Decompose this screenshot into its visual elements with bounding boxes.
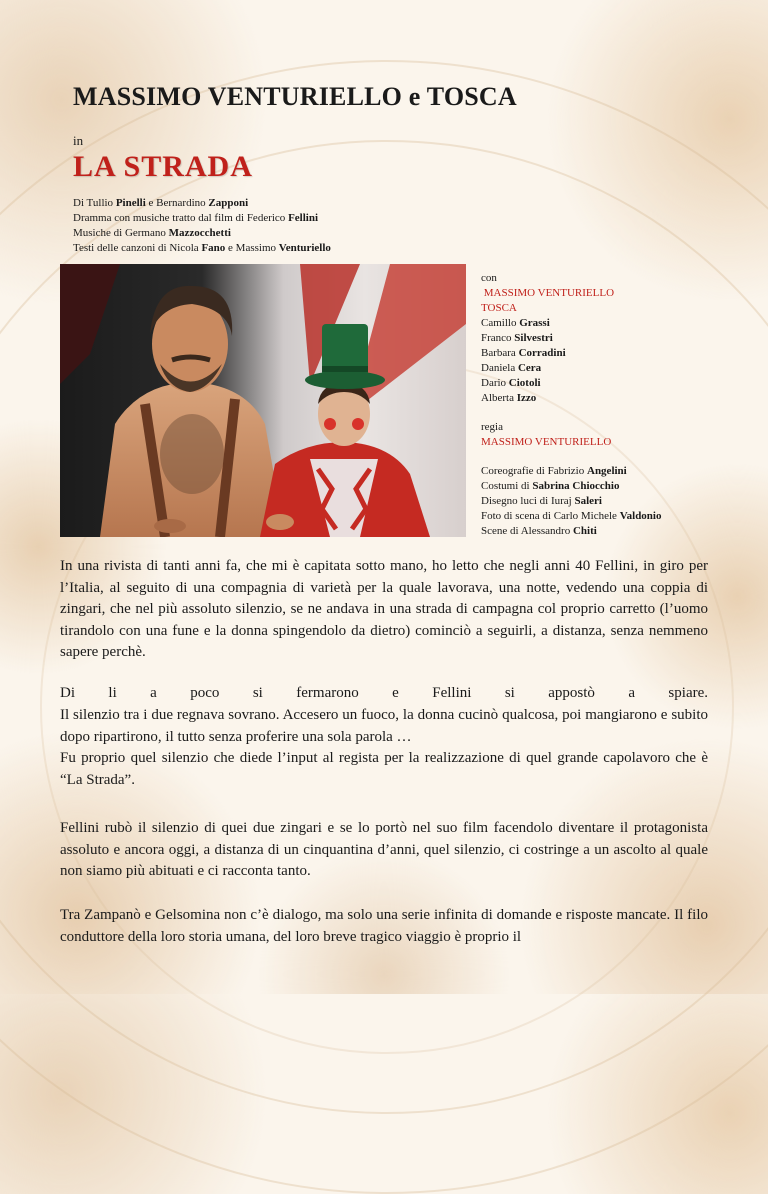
- crew-line: Costumi di Sabrina Chiocchio: [481, 480, 620, 492]
- lead-actor: MASSIMO VENTURIELLO: [481, 287, 615, 299]
- credit-line: Di Tullio Pinelli e Bernardino Zapponi: [73, 197, 249, 209]
- lead-actor: TOSCA: [481, 302, 517, 314]
- credit-line: Musiche di Germano Mazzocchetti: [73, 227, 231, 239]
- in-label: in: [73, 133, 84, 148]
- credit-line: Testi delle canzoni di Nicola Fano e Massimo Venturiello: [73, 242, 331, 254]
- actor-line: Alberta Izzo: [481, 392, 537, 404]
- actor-line: Dario Ciotoli: [481, 377, 541, 389]
- director-name: MASSIMO VENTURIELLO: [481, 436, 612, 448]
- show-title: LA STRADA: [73, 150, 253, 183]
- crew-line: Foto di scena di Carlo Michele Valdonio: [481, 510, 662, 522]
- body-paragraph: Fu proprio quel silenzio che diede l’input al regista per la realizzazione di quel grande capolavoro che è “La Strada”.: [60, 750, 708, 788]
- credits-block: [73, 196, 331, 256]
- cast-block: [481, 271, 701, 539]
- crew-line: Scene di Alessandro Chiti: [481, 525, 597, 537]
- body-paragraph: Fellini rubò il silenzio di quei due zingari e se lo portò nel suo film facendolo diventare il protagonista assoluto e ancora oggi, a distanza di un cinquantina d’anni, quel silenzio, ci costringe a un ascolto al quale non siamo più abituati e ci racconta tanto.: [60, 820, 708, 879]
- page-title: MASSIMO VENTURIELLO e TOSCA: [73, 82, 517, 111]
- actor-line: Barbara Corradini: [481, 347, 566, 359]
- actor-line: Camillo Grassi: [481, 317, 550, 329]
- regia-label: regia: [481, 421, 503, 433]
- stage-photo: [60, 264, 466, 537]
- stage-photo-illustration: [60, 264, 466, 537]
- body-paragraph: In una rivista di tanti anni fa, che mi è capitata sotto mano, ho letto che negli anni 40 Fellini, in giro per l’Italia, al seguito di una compagnia di varietà per la quale lavorava, una notte, vedendo una coppia di zingari, che nel più assoluto silenzio, se ne andava in una strada di campagna col proprio carretto (l’uomo tirandolo con una fune e la donna spingendolo da dietro) cominciò a seguirli, a distanza, senza nemmeno sapere perchè.: [60, 558, 708, 660]
- actor-line: Franco Silvestri: [481, 332, 553, 344]
- credit-line: Dramma con musiche tratto dal film di Federico Fellini: [73, 212, 319, 224]
- body-paragraph: Il silenzio tra i due regnava sovrano. Accesero un fuoco, la donna cucinò qualcosa, poi mangiarono e subito dopo ripartirono, il tutto senza proferire una sola parola …: [60, 707, 708, 745]
- crew-line: Disegno luci di Iuraj Saleri: [481, 495, 602, 507]
- crew-line: Coreografie di Fabrizio Angelini: [481, 465, 627, 477]
- actor-line: Daniela Cera: [481, 362, 542, 374]
- body-paragraph: Di li a poco si fermarono e Fellini si appostò a spiare.: [60, 685, 708, 701]
- body-paragraph: Tra Zampanò e Gelsomina non c’è dialogo, ma solo una serie infinita di domande e risposte mancate. Il filo conduttore della loro storia umana, del loro breve tragico viaggio è proprio il: [60, 907, 708, 945]
- con-label: con: [481, 272, 497, 284]
